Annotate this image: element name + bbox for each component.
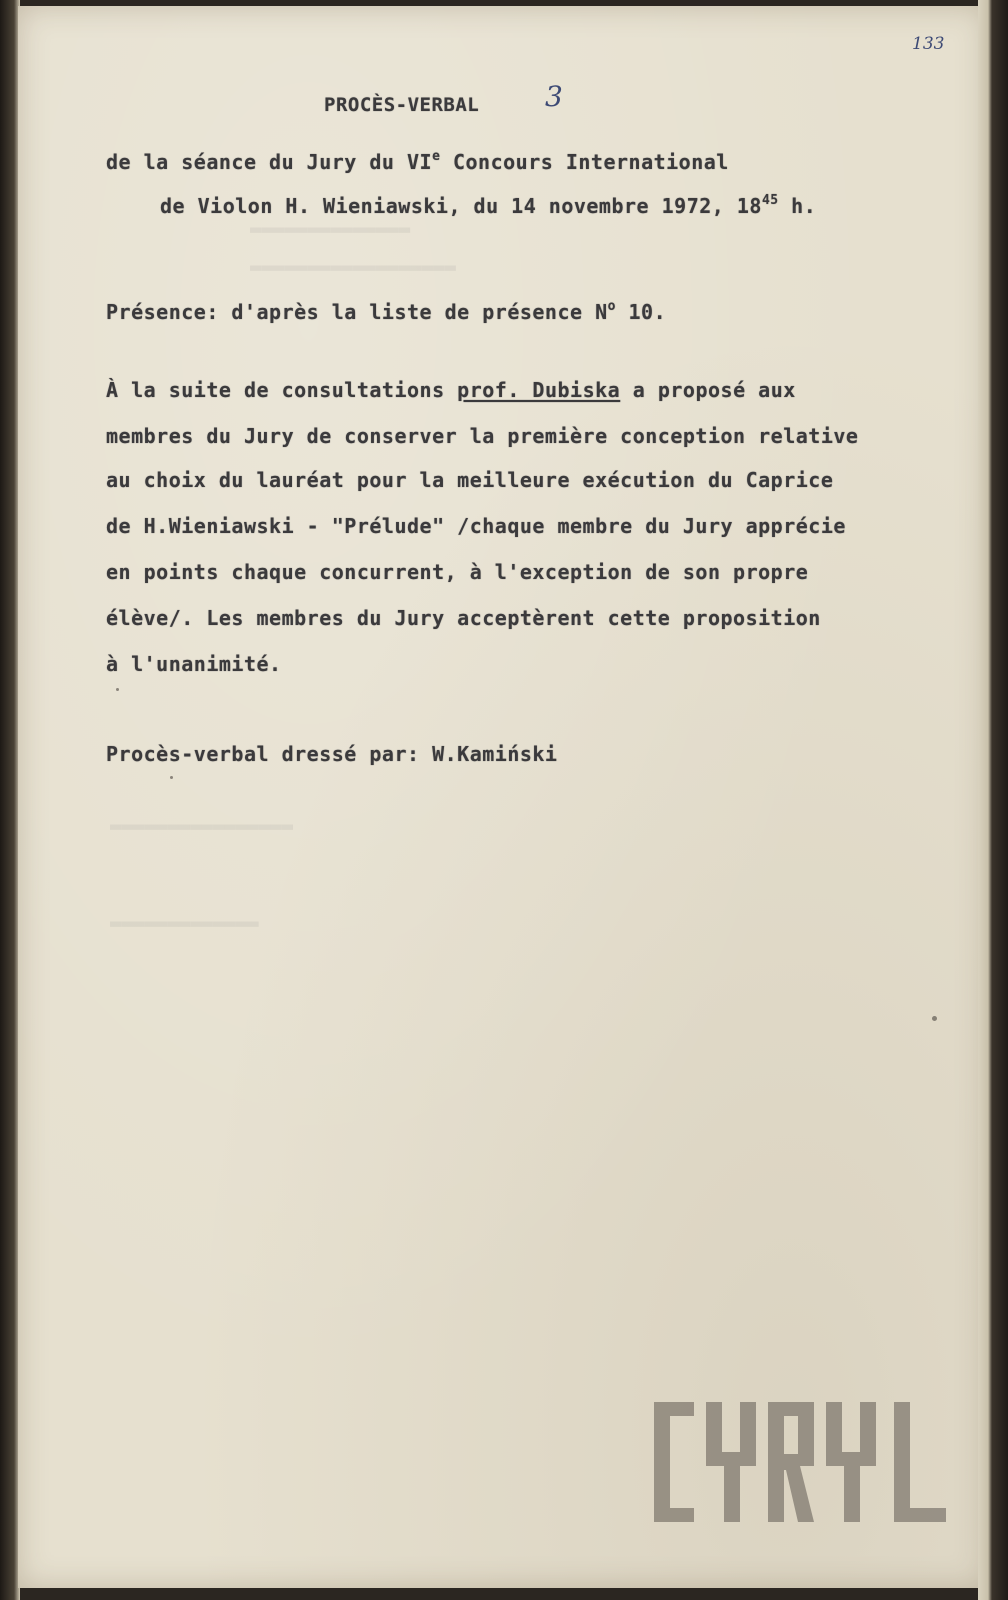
presence-superscript: o: [607, 299, 616, 314]
show-through-text: ▬▬▬▬▬▬▬▬▬▬▬▬▬▬▬▬: [110, 815, 294, 837]
heading-line-2-superscript: 45: [761, 193, 779, 208]
paragraph-line-1-end: a proposé aux: [620, 378, 796, 402]
ink-speck: [116, 688, 119, 691]
ink-speck: [932, 1016, 937, 1021]
presence-end: 10.: [615, 300, 667, 324]
heading-line-1-end: Concours International: [440, 150, 729, 174]
presence-text: Présence: d'après la liste de présence N: [106, 300, 608, 324]
paragraph-line-7: à l'unanimité.: [106, 652, 282, 676]
paragraph-line-3: au choix du lauréat pour la meilleure exécution du Caprice: [106, 468, 834, 492]
right-binding-edge: [978, 0, 1008, 1600]
heading-line-1: [106, 150, 729, 174]
paragraph-line-5: en points chaque concurrent, à l'exception de son propre: [106, 560, 809, 584]
handwritten-number: 3: [545, 80, 563, 113]
heading-line-2-end: h.: [778, 194, 817, 218]
paragraph-line-1: [106, 378, 796, 402]
underlined-name: prof. Dubiska: [457, 378, 621, 402]
show-through-text: ▬▬▬▬▬▬▬▬▬▬▬▬▬▬▬▬▬▬: [250, 256, 456, 278]
show-through-text: ▬▬▬▬▬▬▬▬▬▬▬▬▬▬: [250, 218, 411, 240]
heading-line-2-text: de Violon H. Wieniawski, du 14 novembre 1972, 18: [160, 194, 762, 218]
signoff-line: Procès-verbal dressé par: W.Kamiński: [106, 742, 558, 766]
heading-line-1-superscript: e: [432, 149, 441, 164]
presence-line: [106, 300, 666, 324]
paragraph-line-1-start: À la suite de consultations: [106, 378, 458, 402]
folio-number: 133: [912, 34, 945, 54]
document-title: PROCÈS-VERBAL: [324, 94, 480, 116]
heading-line-2: [160, 194, 816, 218]
paragraph-line-2: membres du Jury de conserver la première conception relative: [106, 424, 859, 448]
paper-sheet: [18, 6, 986, 1588]
show-through-text: ▬▬▬▬▬▬▬▬▬▬▬▬▬: [110, 912, 259, 934]
left-binding-shadow: [0, 0, 20, 1600]
paragraph-line-4: de H.Wieniawski - "Prélude" /chaque membre du Jury apprécie: [106, 514, 846, 538]
paragraph-line-6: élève/. Les membres du Jury acceptèrent cette proposition: [106, 606, 821, 630]
heading-line-1-text: de la séance du Jury du VI: [106, 150, 433, 174]
cyryl-watermark-logo: [654, 1392, 954, 1532]
ink-speck: [170, 776, 173, 779]
